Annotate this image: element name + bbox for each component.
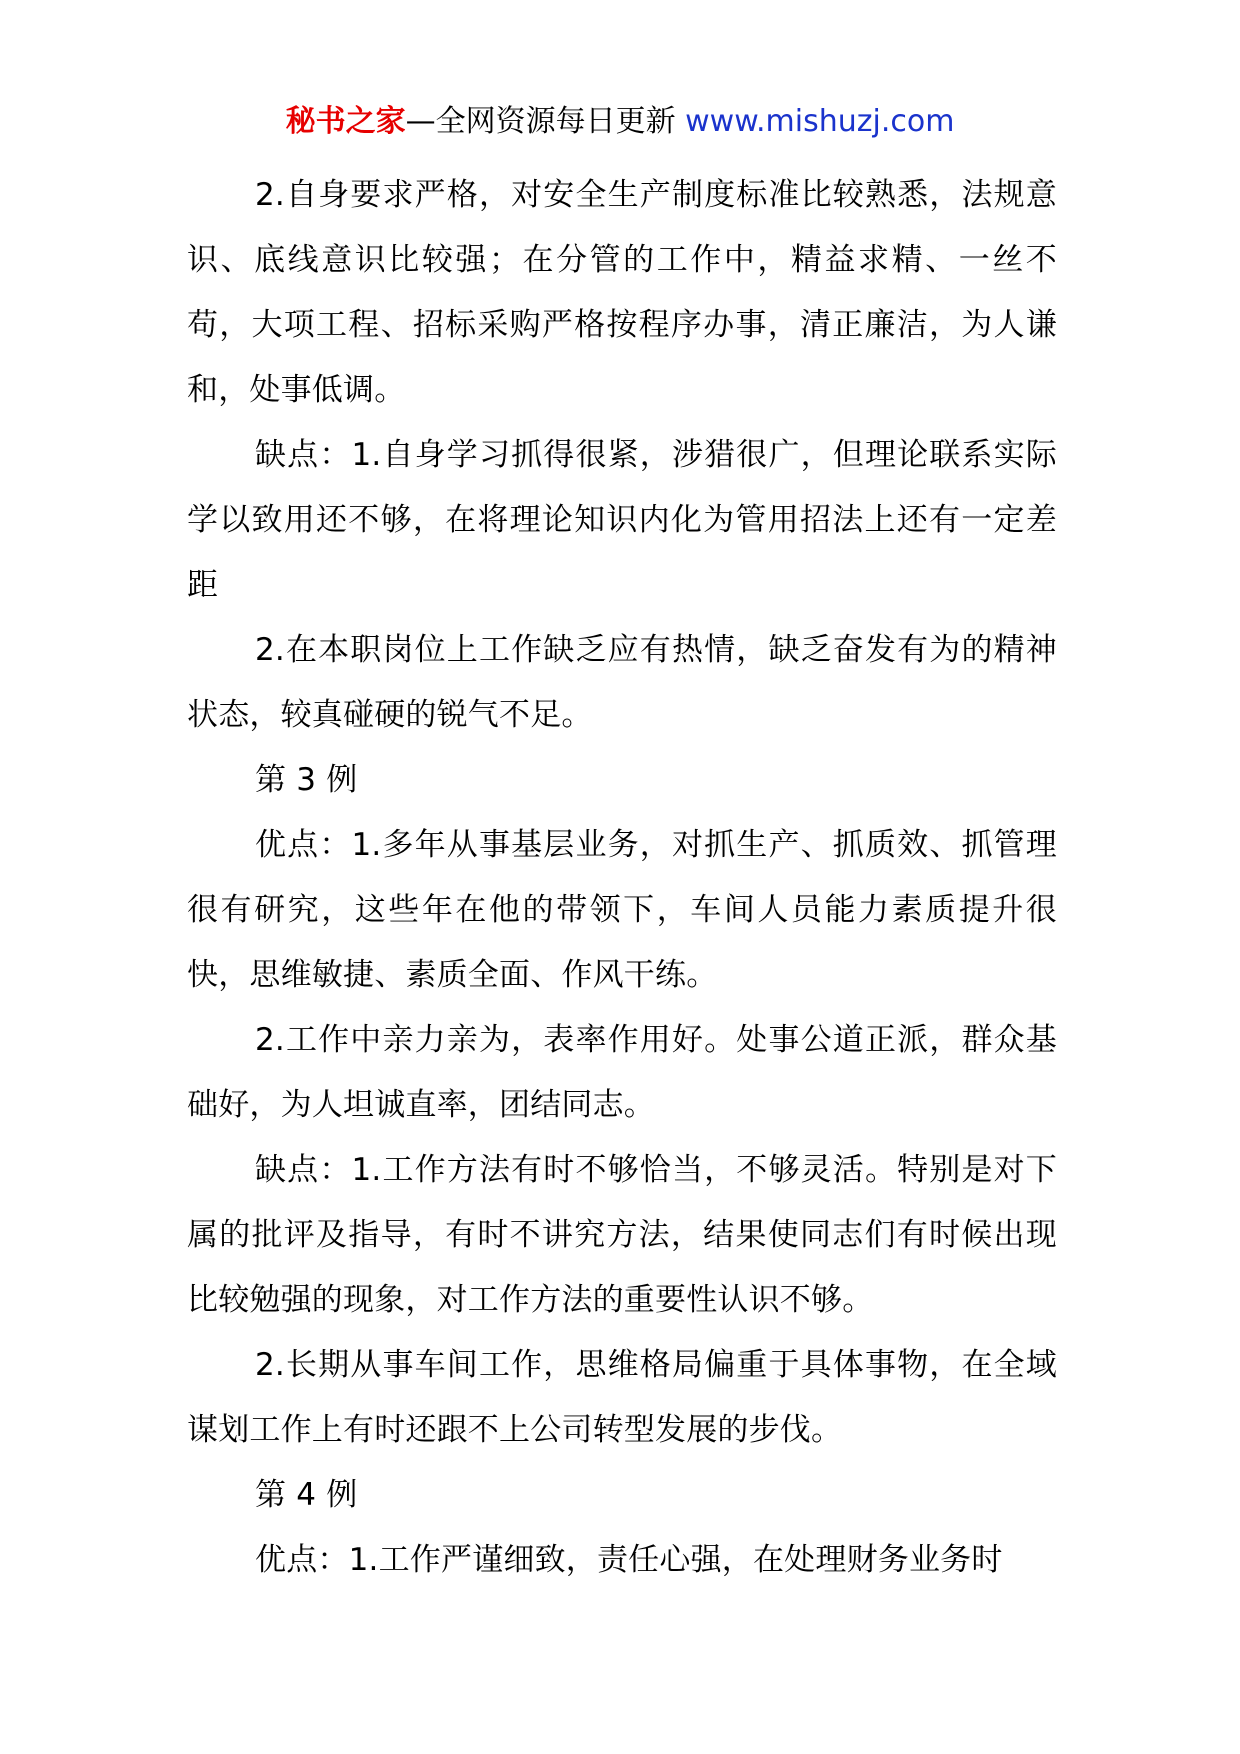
section-heading: 第 3 例 bbox=[255, 762, 358, 798]
paragraph: 优点：1.多年从事基层业务，对抓生产、抓质效、抓管理很有研究，这些年在他的带领下，车间人员能力素质提升很快，思维敏捷、素质全面、作风干练。 bbox=[187, 827, 1057, 993]
section-heading: 第 4 例 bbox=[255, 1477, 358, 1513]
paragraph: 2.自身要求严格，对安全生产制度标准比较熟悉，法规意识、底线意识比较强；在分管的工作中，精益求精、一丝不苟，大项工程、招标采购严格按程序办事，清正廉洁，为人谦和，处事低调。 bbox=[187, 177, 1057, 408]
paragraph: 2.在本职岗位上工作缺乏应有热情，缺乏奋发有为的精神状态，较真碰硬的锐气不足。 bbox=[187, 632, 1057, 733]
paragraph: 缺点：1.自身学习抓得很紧，涉猎很广，但理论联系实际学以致用还不够，在将理论知识内化为管用招法上还有一定差距 bbox=[187, 437, 1057, 603]
paragraph: 2.工作中亲力亲为，表率作用好。处事公道正派，群众基础好，为人坦诚直率，团结同志。 bbox=[187, 1022, 1057, 1123]
paragraph: 2.长期从事车间工作，思维格局偏重于具体事物，在全域谋划工作上有时还跟不上公司转型发展的步伐。 bbox=[187, 1347, 1057, 1448]
header-brand: 秘书之家 bbox=[285, 104, 406, 139]
document-body bbox=[187, 163, 1057, 1593]
paragraph: 优点：1.工作严谨细致，责任心强，在处理财务业务时 bbox=[255, 1542, 1003, 1578]
header-slogan: —全网资源每日更新 bbox=[405, 104, 676, 139]
paragraph: 缺点：1.工作方法有时不够恰当，不够灵活。特别是对下属的批评及指导，有时不讲究方法，结果使同志们有时候出现比较勉强的现象，对工作方法的重要性认识不够。 bbox=[187, 1152, 1057, 1318]
page-header bbox=[0, 100, 1240, 144]
header-site-link[interactable]: www.mishuzj.com bbox=[685, 104, 955, 139]
